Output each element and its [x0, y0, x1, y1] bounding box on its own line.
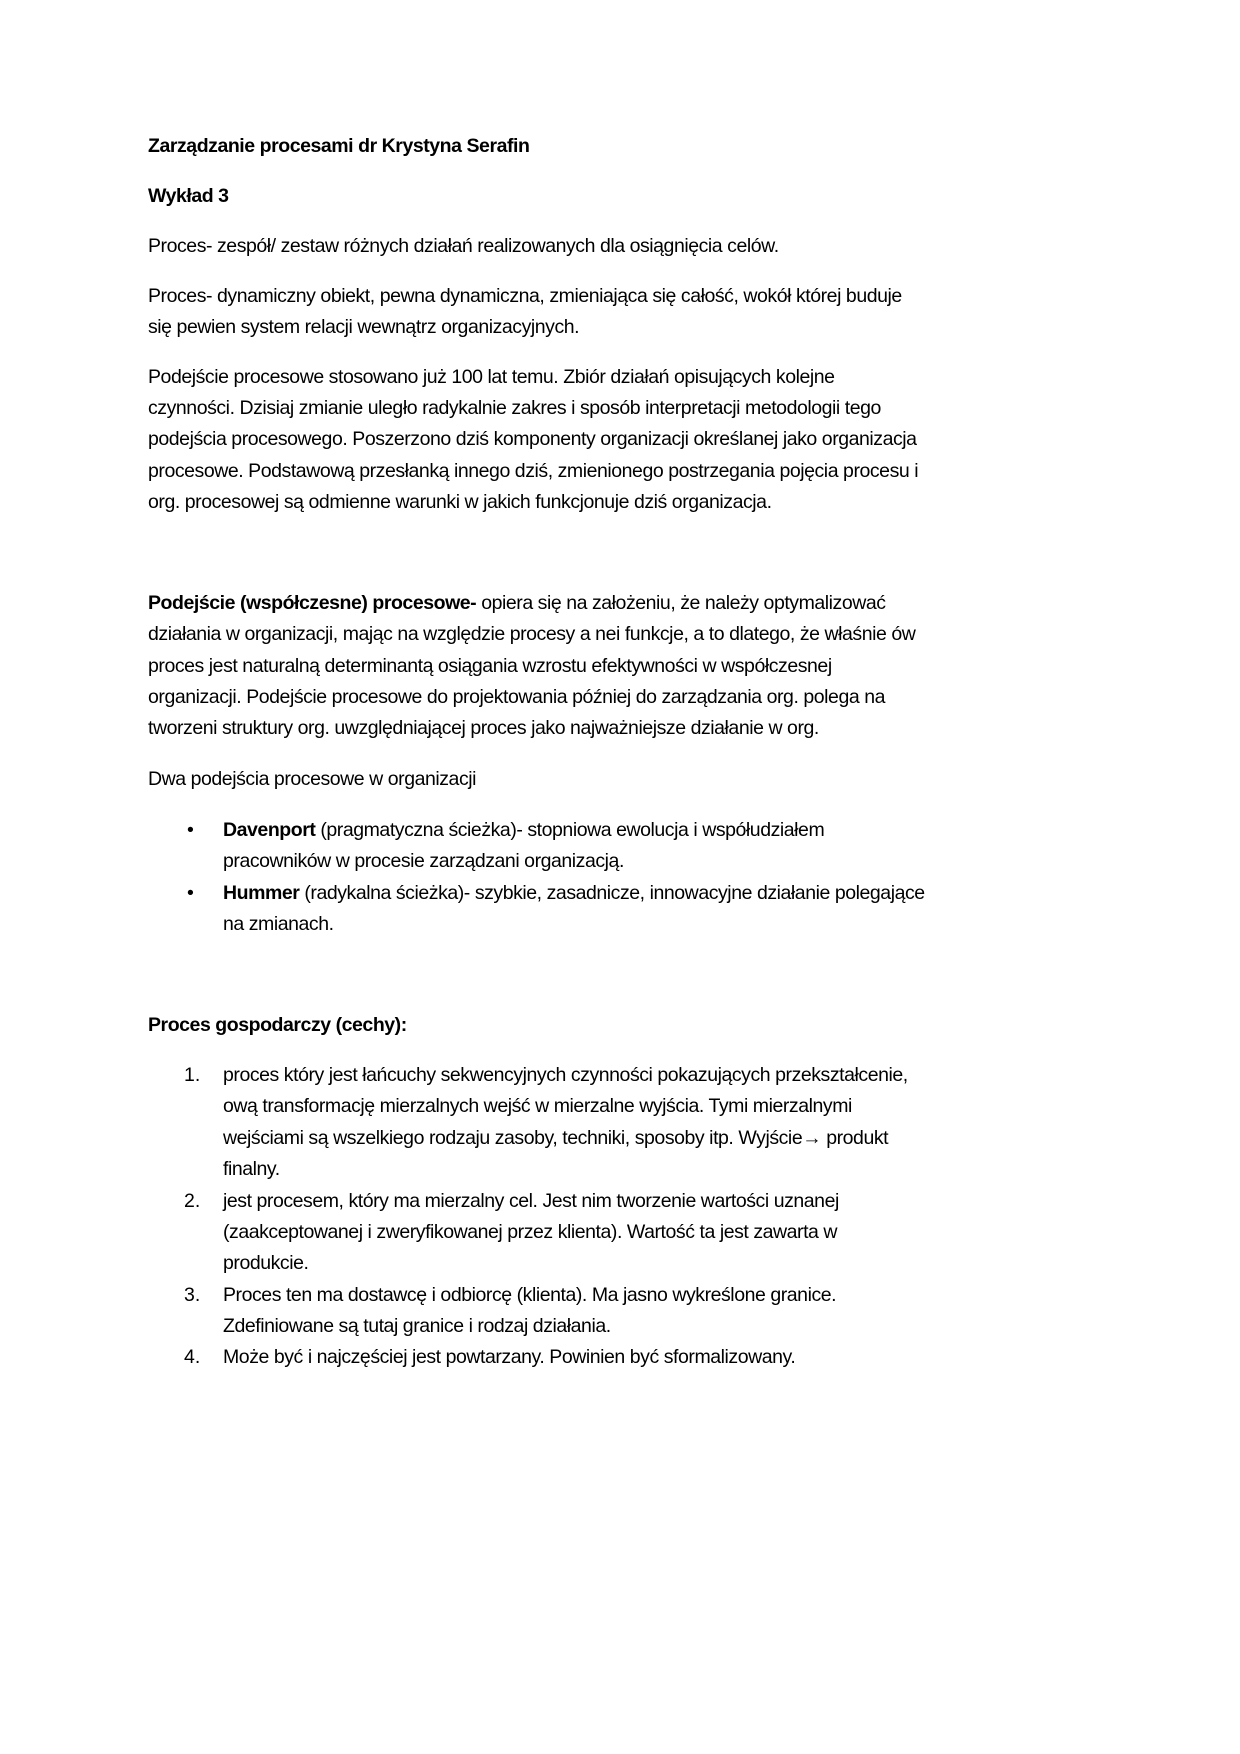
paragraph-line: Dwa podejścia procesowe w organizacji [148, 768, 477, 790]
list-number: 2. [184, 1190, 201, 1212]
list-item-line: (zaakceptowanej i zweryfikowanej przez klienta). Wartość ta jest zawarta w [223, 1221, 838, 1243]
list-item-line: jest procesem, który ma mierzalny cel. Jest nim tworzenie wartości uznanej [223, 1190, 839, 1212]
bullet-continuation: pracowników w procesie zarządzani organizacją. [223, 850, 624, 872]
bullet-continuation: na zmianach. [223, 913, 334, 935]
term-bold: Hummer [223, 882, 300, 904]
text-run: opiera się na założeniu, że należy optymalizować [476, 592, 886, 614]
paragraph-line: Proces- zespół/ zestaw różnych działań realizowanych dla osiągnięcia celów. [148, 235, 779, 257]
bullet-icon: • [187, 882, 194, 904]
list-item-line: finalny. [223, 1158, 280, 1180]
list-number: 4. [184, 1346, 201, 1368]
document-title: Zarządzanie procesami dr Krystyna Serafin [148, 135, 530, 157]
term-bold: Davenport [223, 819, 316, 841]
list-number: 1. [184, 1064, 201, 1086]
list-item-line: produkcie. [223, 1252, 309, 1274]
paragraph-line: procesowe. Podstawową przesłanką innego dziś, zmienionego postrzegania pojęcia procesu i [148, 460, 919, 482]
section-heading: Proces gospodarczy (cechy): [148, 1014, 407, 1036]
list-number: 3. [184, 1284, 201, 1306]
paragraph-line: Proces- dynamiczny obiekt, pewna dynamiczna, zmieniająca się całość, wokół której buduje [148, 285, 902, 307]
paragraph-line [148, 591, 886, 615]
paragraph-line: czynności. Dzisiaj zmianie uległo radykalnie zakres i sposób interpretacji metodologii tego [148, 397, 881, 419]
list-item-line: proces który jest łańcuchy sekwencyjnych czynności pokazujących przekształcenie, [223, 1064, 908, 1086]
paragraph-line: organizacji. Podejście procesowe do projektowania później do zarządzania org. polega na [148, 686, 886, 708]
bullet-item [223, 881, 925, 905]
text-run: (radykalna ścieżka)- szybkie, zasadnicze, innowacyjne działanie polegające [299, 882, 925, 904]
text-run: (pragmatyczna ścieżka)- stopniowa ewolucja i współudziałem [315, 819, 825, 841]
paragraph-line: działania w organizacji, mając na względzie procesy a nei funkcje, a to dlatego, że właśnie ów [148, 623, 916, 645]
list-item-line: Zdefiniowane są tutaj granice i rodzaj działania. [223, 1315, 611, 1337]
paragraph-line: tworzeni struktury org. uwzględniającej proces jako najważniejsze działanie w org. [148, 717, 819, 739]
paragraph-line: się pewien system relacji wewnątrz organizacyjnych. [148, 316, 580, 338]
bullet-icon: • [187, 819, 194, 841]
list-item-line: wejściami są wszelkiego rodzaju zasoby, techniki, sposoby itp. Wyjście→ produkt [223, 1127, 889, 1149]
list-item-line: ową transformację mierzalnych wejść w mierzalne wyjścia. Tymi mierzalnymi [223, 1095, 852, 1117]
paragraph-line: org. procesowej są odmienne warunki w jakich funkcjonuje dziś organizacja. [148, 491, 772, 513]
list-item-line: Może być i najczęściej jest powtarzany. Powinien być sformalizowany. [223, 1346, 796, 1368]
paragraph-line: Podejście procesowe stosowano już 100 lat temu. Zbiór działań opisujących kolejne [148, 366, 835, 388]
term-bold: Podejście (współczesne) procesowe- [148, 592, 477, 614]
list-item-line: Proces ten ma dostawcę i odbiorcę (klienta). Ma jasno wykreślone granice. [223, 1284, 837, 1306]
lecture-heading: Wykład 3 [148, 185, 229, 207]
paragraph-line: podejścia procesowego. Poszerzono dziś komponenty organizacji określanej jako organizacja [148, 428, 917, 450]
paragraph-line: proces jest naturalną determinantą osiągania wzrostu efektywności w współczesnej [148, 655, 832, 677]
bullet-item [223, 818, 824, 842]
